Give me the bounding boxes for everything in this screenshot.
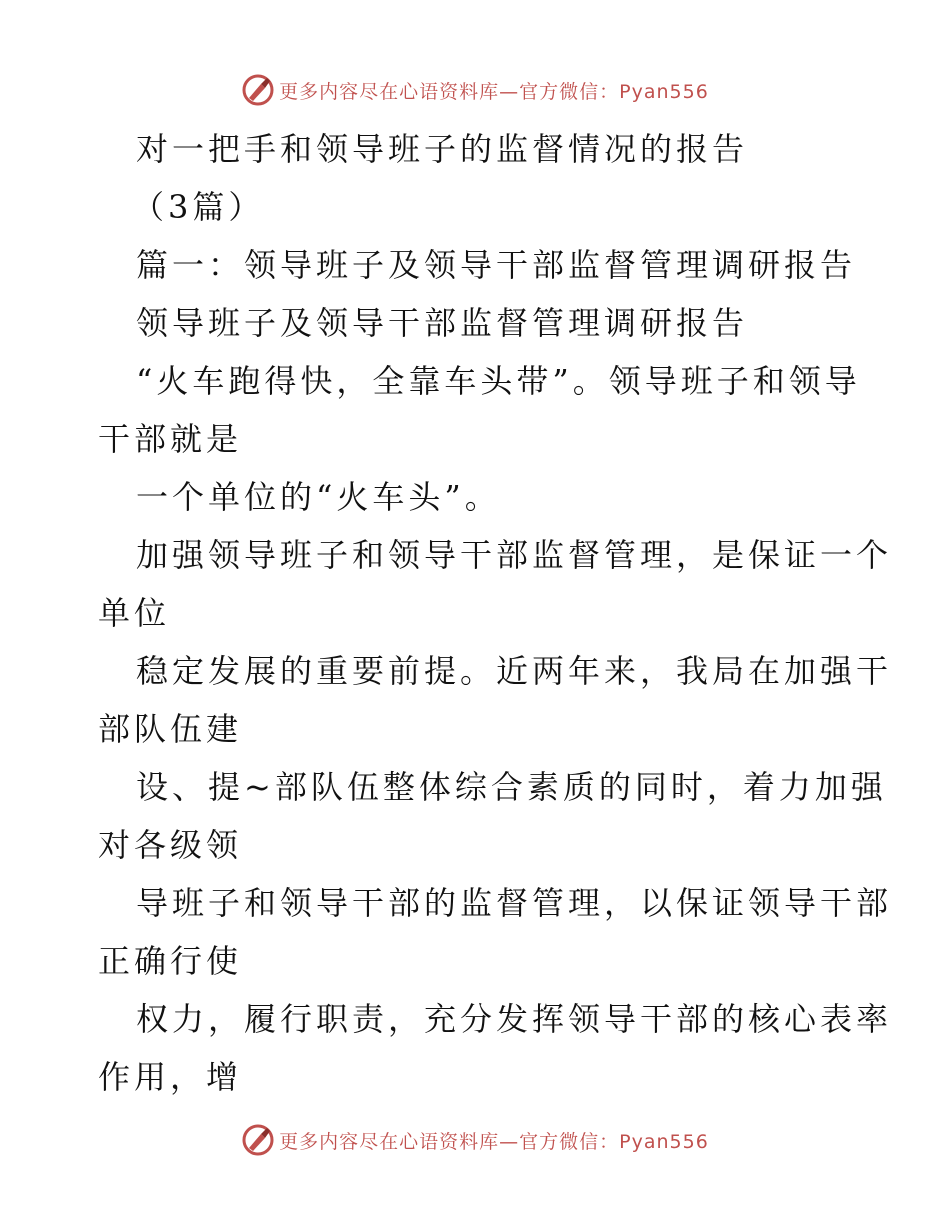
paragraph-line: 作用，增	[98, 1058, 243, 1096]
paragraph-line: 稳定发展的重要前提。近两年来，我局在加强干	[136, 652, 893, 690]
pen-logo-icon	[241, 73, 275, 107]
paragraph-line: 部队伍建	[98, 710, 243, 748]
pen-logo-icon	[241, 1123, 275, 1157]
paragraph-line: 对各级领	[98, 826, 243, 864]
section-heading: 篇一：领导班子及领导干部监督管理调研报告	[136, 246, 857, 284]
paragraph-line: 设、提~部队伍整体综合素质的同时，着力加强	[136, 768, 887, 806]
paragraph-line: 导班子和领导干部的监督管理，以保证领导干部	[136, 884, 893, 922]
document-body	[98, 120, 893, 1106]
paragraph-line: 权力，履行职责，充分发挥领导干部的核心表率	[136, 1000, 893, 1038]
doc-title: 对一把手和领导班子的监督情况的报告	[136, 130, 749, 168]
paragraph-line: 一个单位的“火车头”。	[136, 478, 501, 516]
paragraph-line: 干部就是	[98, 420, 243, 458]
paragraph-line: 加强领导班子和领导干部监督管理，是保证一个	[136, 536, 893, 574]
footer-banner	[0, 1120, 950, 1160]
header-banner	[0, 70, 950, 110]
paragraph-line: “火车跑得快，全靠车头带”。领导班子和领导	[136, 362, 861, 400]
section-title: 领导班子及领导干部监督管理调研报告	[136, 304, 749, 342]
paragraph-line: 单位	[98, 594, 171, 632]
banner-text: 更多内容尽在心语资料库—官方微信：Pyan556	[279, 1130, 709, 1153]
paragraph-line: 正确行使	[98, 942, 243, 980]
doc-subtitle: （3篇）	[132, 188, 265, 226]
banner-text: 更多内容尽在心语资料库—官方微信：Pyan556	[279, 80, 709, 103]
